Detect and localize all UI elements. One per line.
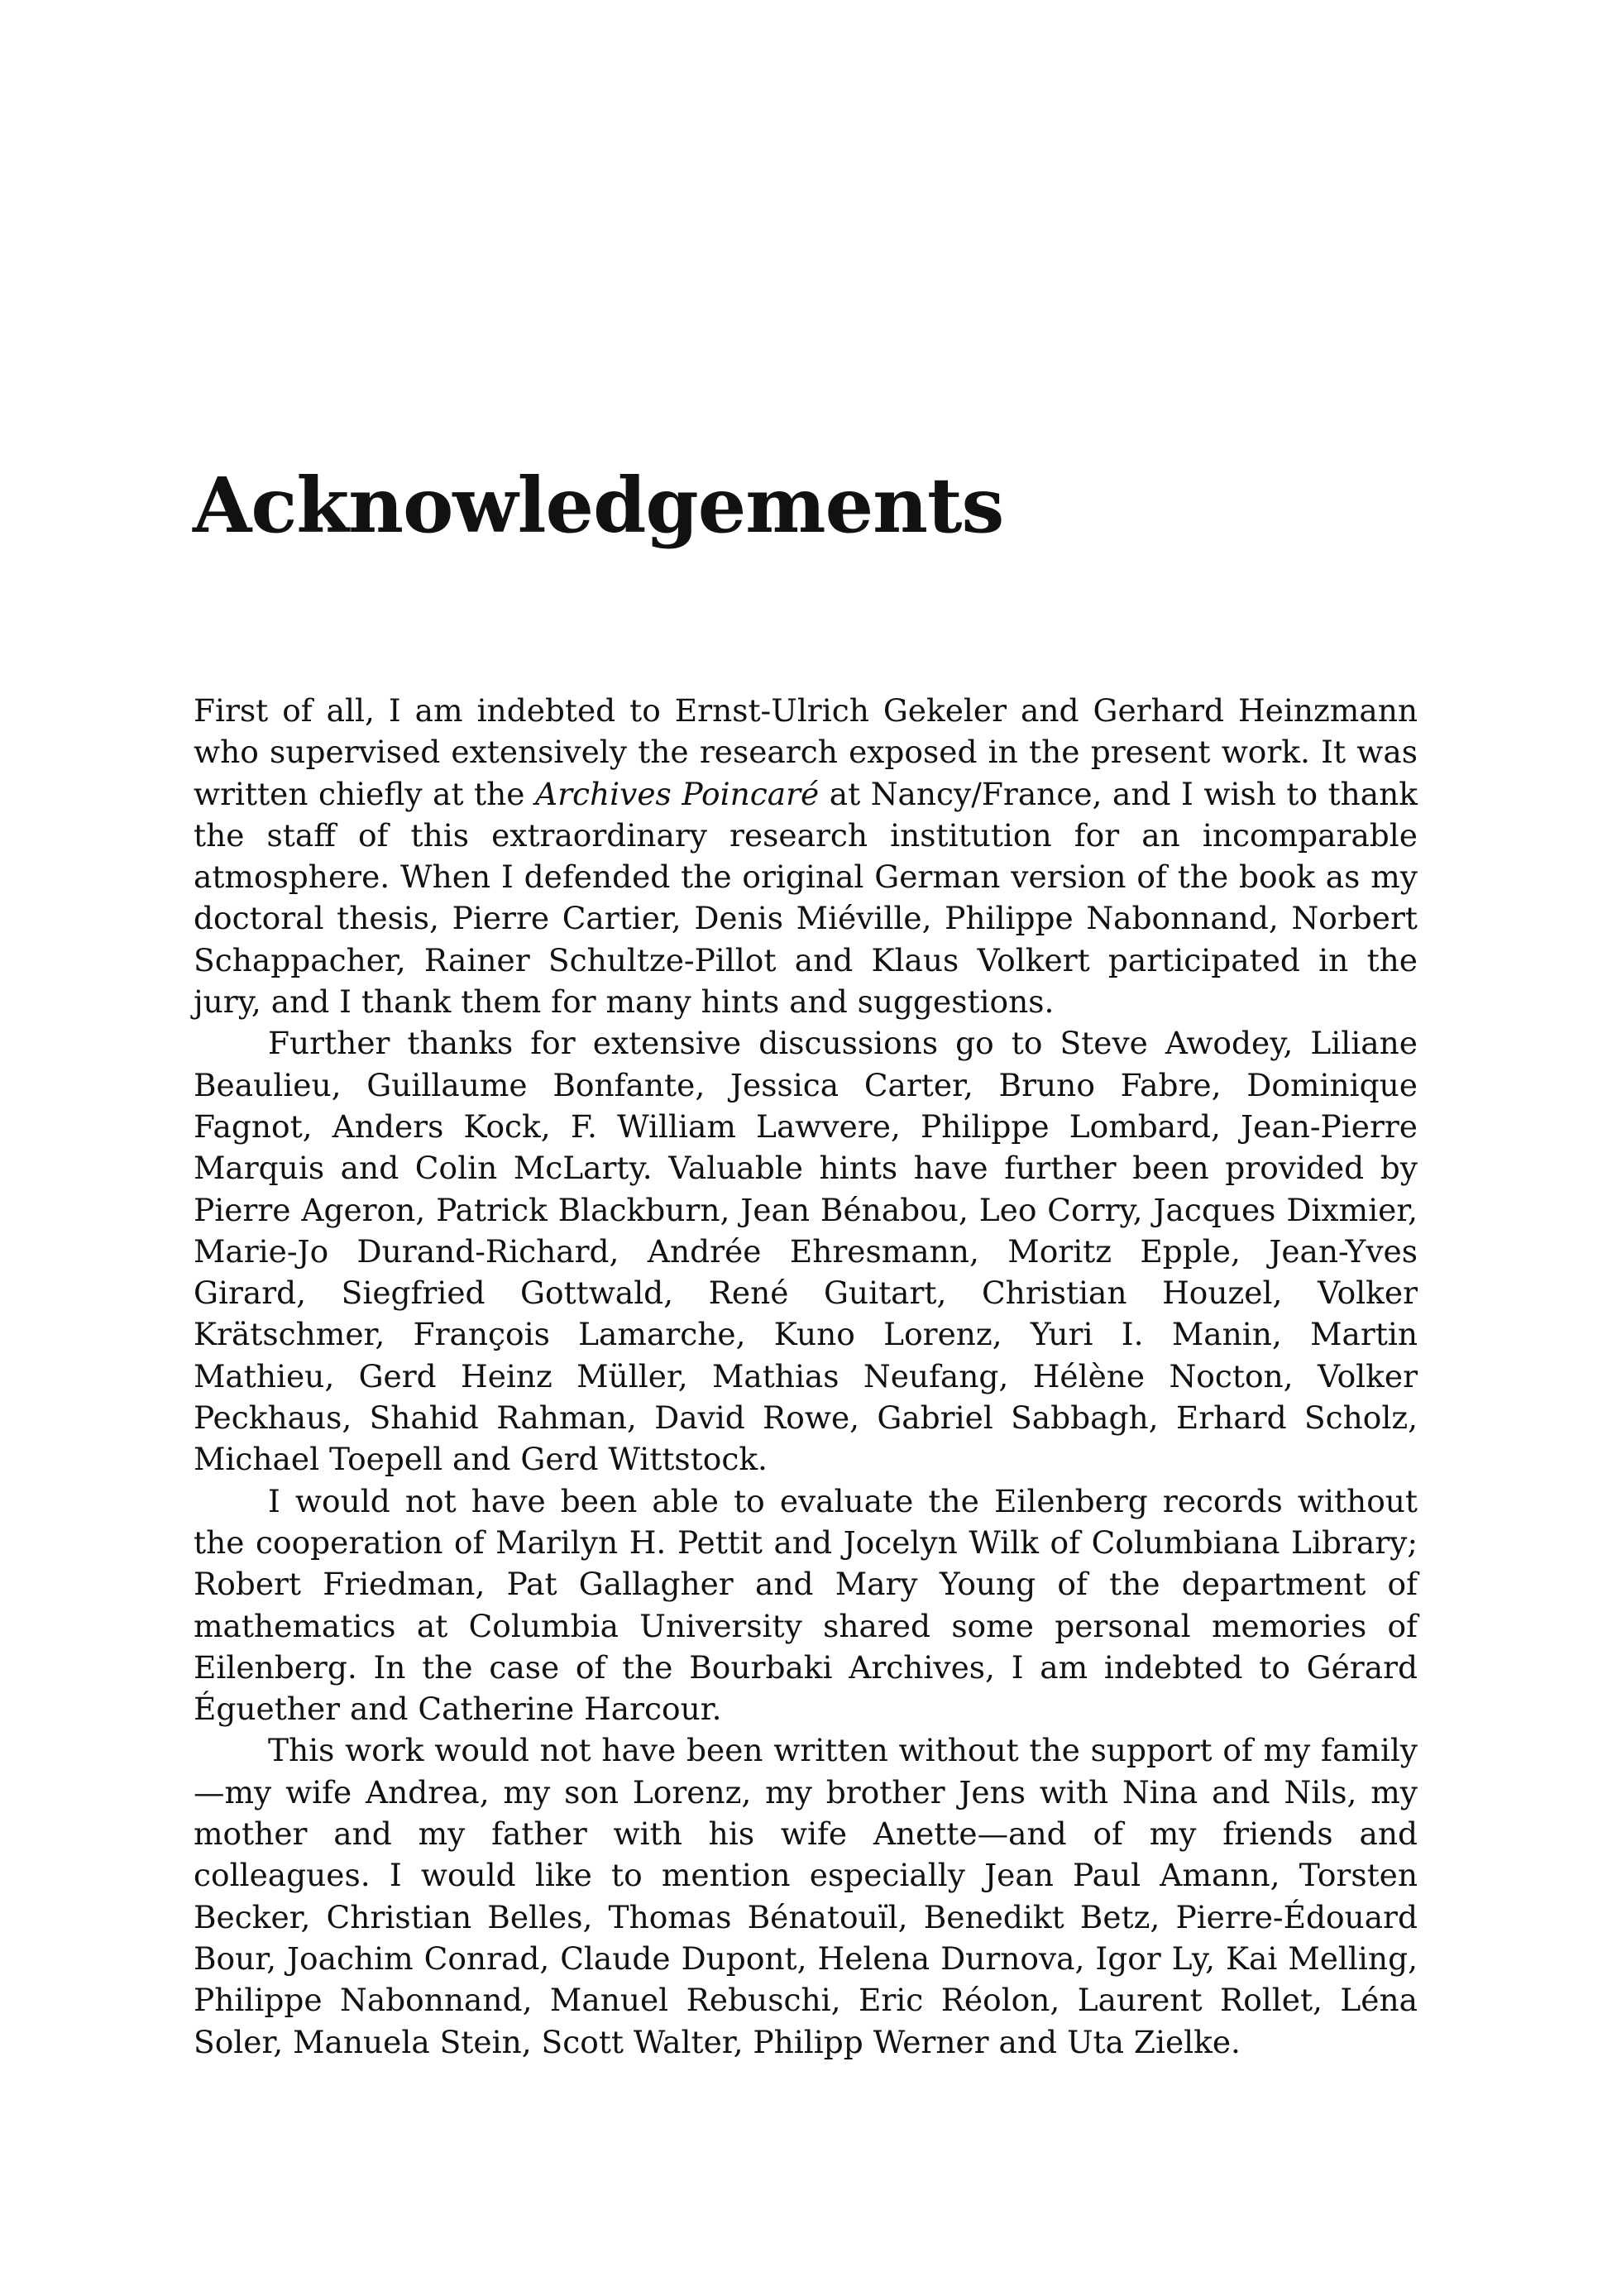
page-title: Acknowledgements bbox=[193, 461, 1004, 550]
paragraph-2: Further thanks for extensive discussions go to Steve Awodey, Liliane Beaulieu, Guillaume Bonfante, Jessica Carter, Bruno Fabre, Dominique Fagnot, Anders Kock, F. William Lawvere, Philippe Lombard, Jean-Pierre Marquis and Colin McLarty. Valuable hints have further been provided by Pierre Ageron, Patrick Blackburn, Jean Bénabou, Leo Corry, Jacques Dixmier, Marie-Jo Durand-Richard, Andrée Ehresmann, Moritz Epple, Jean-Yves Girard, Siegfried Gottwald, René Guitart, Christian Houzel, Volker Krätschmer, François Lamarche, Kuno Lorenz, Yuri I. Manin, Martin Mathieu, Gerd Heinz Müller, Mathias Neufang, Hélène Nocton, Volker Peckhaus, Shahid Rahman, David Rowe, Gabriel Sabbagh, Erhard Scholz, Michael Toepell and Gerd Wittstock. bbox=[194, 1025, 1418, 1478]
paragraph-1 bbox=[194, 690, 1418, 1022]
archives-poincare-emphasis: Archives Poincaré bbox=[535, 775, 820, 812]
paragraph-1-text-start: First of all, I am indebted to Ernst-Ulrich Gekeler and Gerhard Heinzmann who supervised extensively the research exposed in the present work. It was written chiefly at the bbox=[194, 692, 1418, 812]
paragraph-4: This work would not have been written without the support of my family—my wife Andrea, my son Lorenz, my brother Jens with Nina and Nils, my mother and my father with his wife Anette—and of my friends and colleagues. I would like to mention especially Jean Paul Amann, Torsten Becker, Christian Belles, Thomas Bénatouïl, Benedikt Betz, Pierre-Édouard Bour, Joachim Conrad, Claude Dupont, Helena Durnova, Igor Ly, Kai Melling, Philippe Nabonnand, Manuel Rebuschi, Eric Réolon, Laurent Rollet, Léna Soler, Manuela Stein, Scott Walter, Philipp Werner and Uta Zielke. bbox=[194, 1732, 1418, 2060]
paragraph-3: I would not have been able to evaluate the Eilenberg records without the cooperation of Marilyn H. Pettit and Jocelyn Wilk of Columbiana Library; Robert Friedman, Pat Gallagher and Mary Young of the department of mathematics at Columbia University shared some personal memories of Eilenberg. In the case of the Bourbaki Archives, I am indebted to Gérard Éguether and Catherine Harcour. bbox=[194, 1482, 1418, 1728]
paragraph-1-text-end: at Nancy/France, and I wish to thank the staff of this extraordinary research institution for an incomparable atmosphere. When I defended the original German version of the book as my doctoral thesis, Pierre Cartier, Denis Miéville, Philippe Nabonnand, Norbert Schappacher, Rainer Schultze-Pillot and Klaus Volkert participated in the jury, and I thank them for many hints and suggestions. bbox=[194, 775, 1418, 1021]
acknowledgements-body bbox=[194, 690, 1418, 2063]
